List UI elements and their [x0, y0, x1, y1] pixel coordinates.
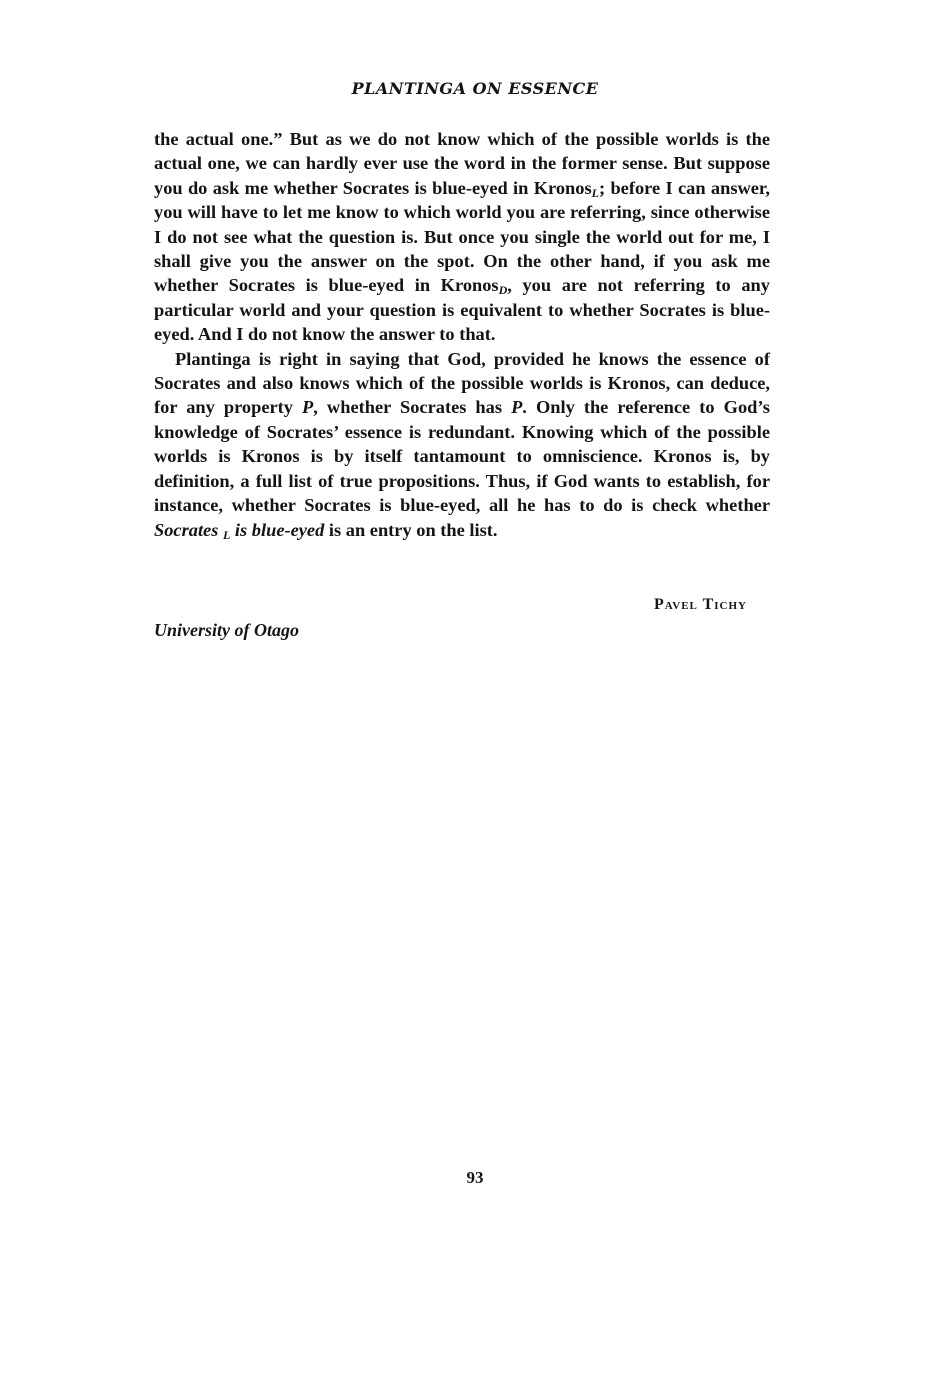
paragraph-2-text-d: is an entry on the list. — [324, 519, 498, 540]
article-body — [154, 127, 770, 542]
subscript-l: L — [591, 185, 599, 200]
page-number: 93 — [466, 1168, 484, 1187]
author-signature: Pavel Tichy — [653, 596, 747, 613]
variable-p-second: P — [511, 397, 523, 418]
proposition-subject: Socrates — [154, 519, 219, 540]
paragraph-2 — [154, 347, 770, 542]
paragraph-2-text-b: , whether Socrates has — [313, 397, 512, 418]
variable-p: P — [302, 397, 314, 418]
proposition-predicate: is blue-eyed — [230, 519, 325, 540]
paragraph-2-text-a: Plantinga is right in saying that God, provided he knows the essence of Socrates and also knows which of the possible worlds is Kronos, can deduce, for any property — [154, 348, 770, 418]
proposition-subscript-l: L — [222, 527, 231, 542]
paragraph-1-text-c: , you are not referring to any particular world and your question is equivalent to whether Socrates is blue-eyed. And I do not know the answer to that. — [154, 275, 770, 345]
subscript-d: D — [498, 283, 508, 298]
paragraph-2-text-c: . Only the reference to God’s knowledge of Socrates’ essence is redundant. Knowing which of the possible worlds is Kronos is by itself tantamount to omniscience. Kronos is, by definition, a full list of true propositions. Thus, if God wants to establish, for instance, whether Socrates is blue-eyed, all he has to do is check whether — [154, 397, 770, 516]
proposition-socrates — [154, 520, 324, 540]
paragraph-1 — [154, 127, 770, 347]
running-head: PLANTINGA ON ESSENCE — [351, 79, 599, 98]
author-affiliation: University of Otago — [154, 620, 299, 640]
paragraph-1-text-b: ; before I can answer, you will have to let me know to which world you are referring, since otherwise I do not see what the question is. But once you single the world out for me, I shall give you the answer on the spot. On the other hand, if you ask me whether Socrates is blue-eyed in Kronos — [154, 177, 770, 296]
paragraph-1-text-a: the actual one.” But as we do not know which of the possible worlds is the actual one, we can hardly ever use the word in the former sense. But suppose you do ask me whether Socrates is blue-eyed in Kronos — [154, 129, 770, 198]
